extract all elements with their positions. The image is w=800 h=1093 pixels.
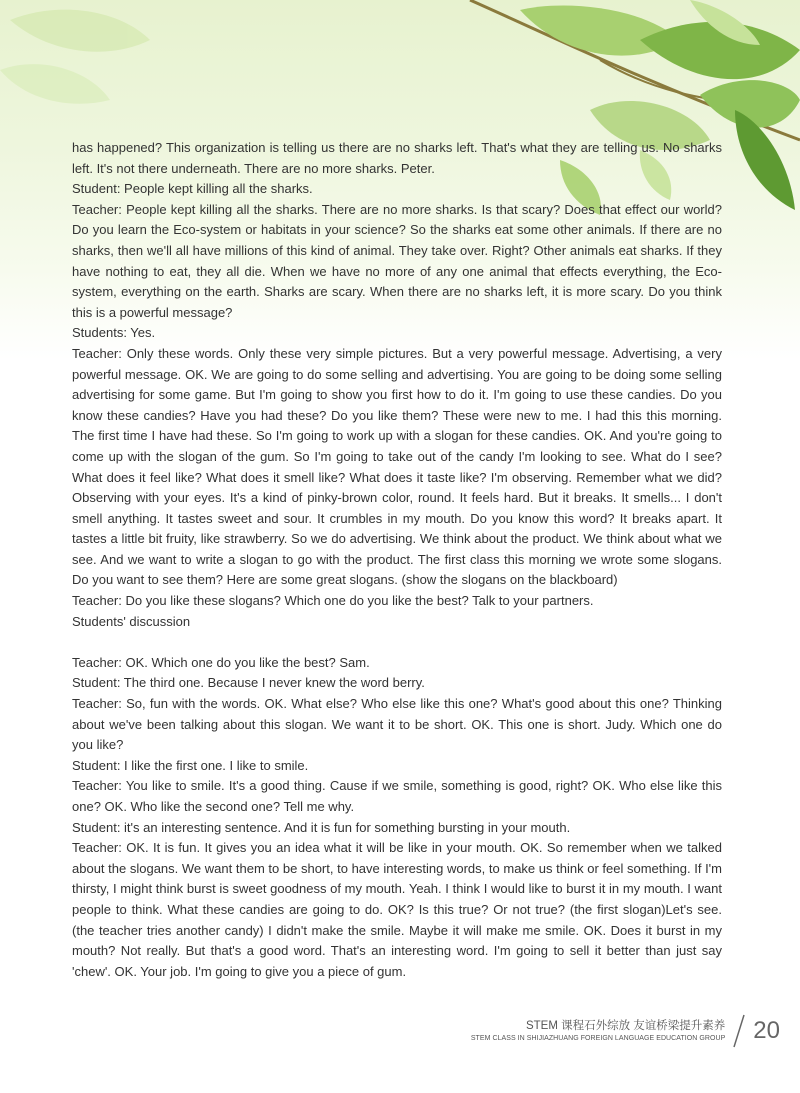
article-paragraph: Teacher: OK. Which one do you like the best? Sam. — [72, 654, 370, 670]
article-paragraph: Teacher: OK. It is fun. It gives you an idea what it will be like in your mouth. OK. So remember when we talked about the slogans. We want them to be short, to have interesting words, to make us think or feel something. If I'm thirsty, I might think burst is sweet goodness of my mouth. Yeah. I think I would like to burst it in my mouth. I want people to think. What these candies are going to do. OK? Is this true? Or not true? (the first slogan)Let's see. (the teacher tries another candy) I didn't make the smile. Maybe it will make me smile. OK. Does it burst in my mouth? Not really. But that's a good word. That's an interesting word. I'm going to sell it better than just say 'chew'. OK. Your job. I'm going to give you a piece of gum. — [72, 840, 722, 979]
slash-divider-icon — [731, 1013, 747, 1049]
page-number: 20 — [753, 1017, 780, 1044]
article-paragraph: Teacher: People kept killing all the sharks. There are no more sharks. Is that scary? Does that effect our world? Do you learn the Eco-system or habitats in your science? So the sharks eat some other animals. If there are no sharks, then we'll all have millions of this kind of animal. They take over. Right? Other animals eat sharks. If they have nothing to eat, they all die. When we have no more of any one animal that effects everything, the Eco-system, everything on the earth. Sharks are scary. When there are no sharks left, it is more scary. Do you think this is a powerful message? — [72, 201, 722, 320]
article-paragraph: Student: it's an interesting sentence. And it is fun for something bursting in your mouth. — [72, 819, 571, 835]
article-paragraph: has happened? This organization is telling us there are no sharks left. That's what they are telling us. No sharks left. It's not there underneath. There are no more sharks. Peter. — [72, 140, 722, 176]
page-footer — [471, 1013, 780, 1049]
article-paragraph: Students: Yes. — [72, 325, 156, 341]
footer-title: STEM 课程石外综放 友谊桥梁提升素养 — [525, 1020, 726, 1032]
article-paragraph: Teacher: So, fun with the words. OK. What else? Who else like this one? What's good about this one? Thinking about we've been talking about this slogan. We want it to be short. OK. This one is short. Judy. Which one do you like? — [72, 696, 722, 753]
article-body — [72, 138, 722, 982]
footer-subtitle: STEM CLASS IN SHIJIAZHUANG FOREIGN LANGUAGE EDUCATION GROUP — [470, 1035, 726, 1042]
article-paragraph: Student: I like the first one. I like to smile. — [72, 757, 309, 773]
footer-texts — [471, 1018, 725, 1044]
article-paragraph: Student: People kept killing all the sharks. — [72, 181, 313, 197]
article-paragraph: Teacher: Do you like these slogans? Which one do you like the best? Talk to your partners. — [72, 593, 594, 609]
article-paragraph: Teacher: You like to smile. It's a good thing. Cause if we smile, something is good, right? OK. Who else like this one? OK. Who like the second one? Tell me why. — [72, 778, 722, 814]
article-paragraph: Student: The third one. Because I never knew the word berry. — [72, 675, 425, 691]
article-paragraph: Teacher: Only these words. Only these very simple pictures. But a very powerful message. Advertising, a very powerful message. OK. We are going to do some selling and advertising. You are going to be doing some selling advertising for some game. But I'm going to show you first how to do it. I'm going to use these candies. Do you know these candies? Have you had these? Do you like them? These were new to me. I had this this morning. The first time I have had these. So I'm going to work up with a slogan for these candies. OK. And you're going to come up with the slogan of the gum. So I'm going to take out of the candy I'm looking to see. What do I see? What does it feel like? What does it smell like? What does it taste like? I'm observing. Remember what we did? Observing with your eyes. It's a kind of pinky-brown color, round. It feels hard. But it breaks. It smells... I don't smell anything. It tastes sweet and sour. It crumbles in my mouth. Do you know this word? It breaks apart. It tastes a little bit fruity, like strawberry. So we do advertising. We think about the product. We think about what we see. And we want to write a slogan to go with the product. The first class this morning we wrote some slogans. Do you want to see them? Here are some great slogans. (show the slogans on the blackboard) — [72, 345, 722, 588]
article-paragraph: Students' discussion — [72, 613, 191, 629]
